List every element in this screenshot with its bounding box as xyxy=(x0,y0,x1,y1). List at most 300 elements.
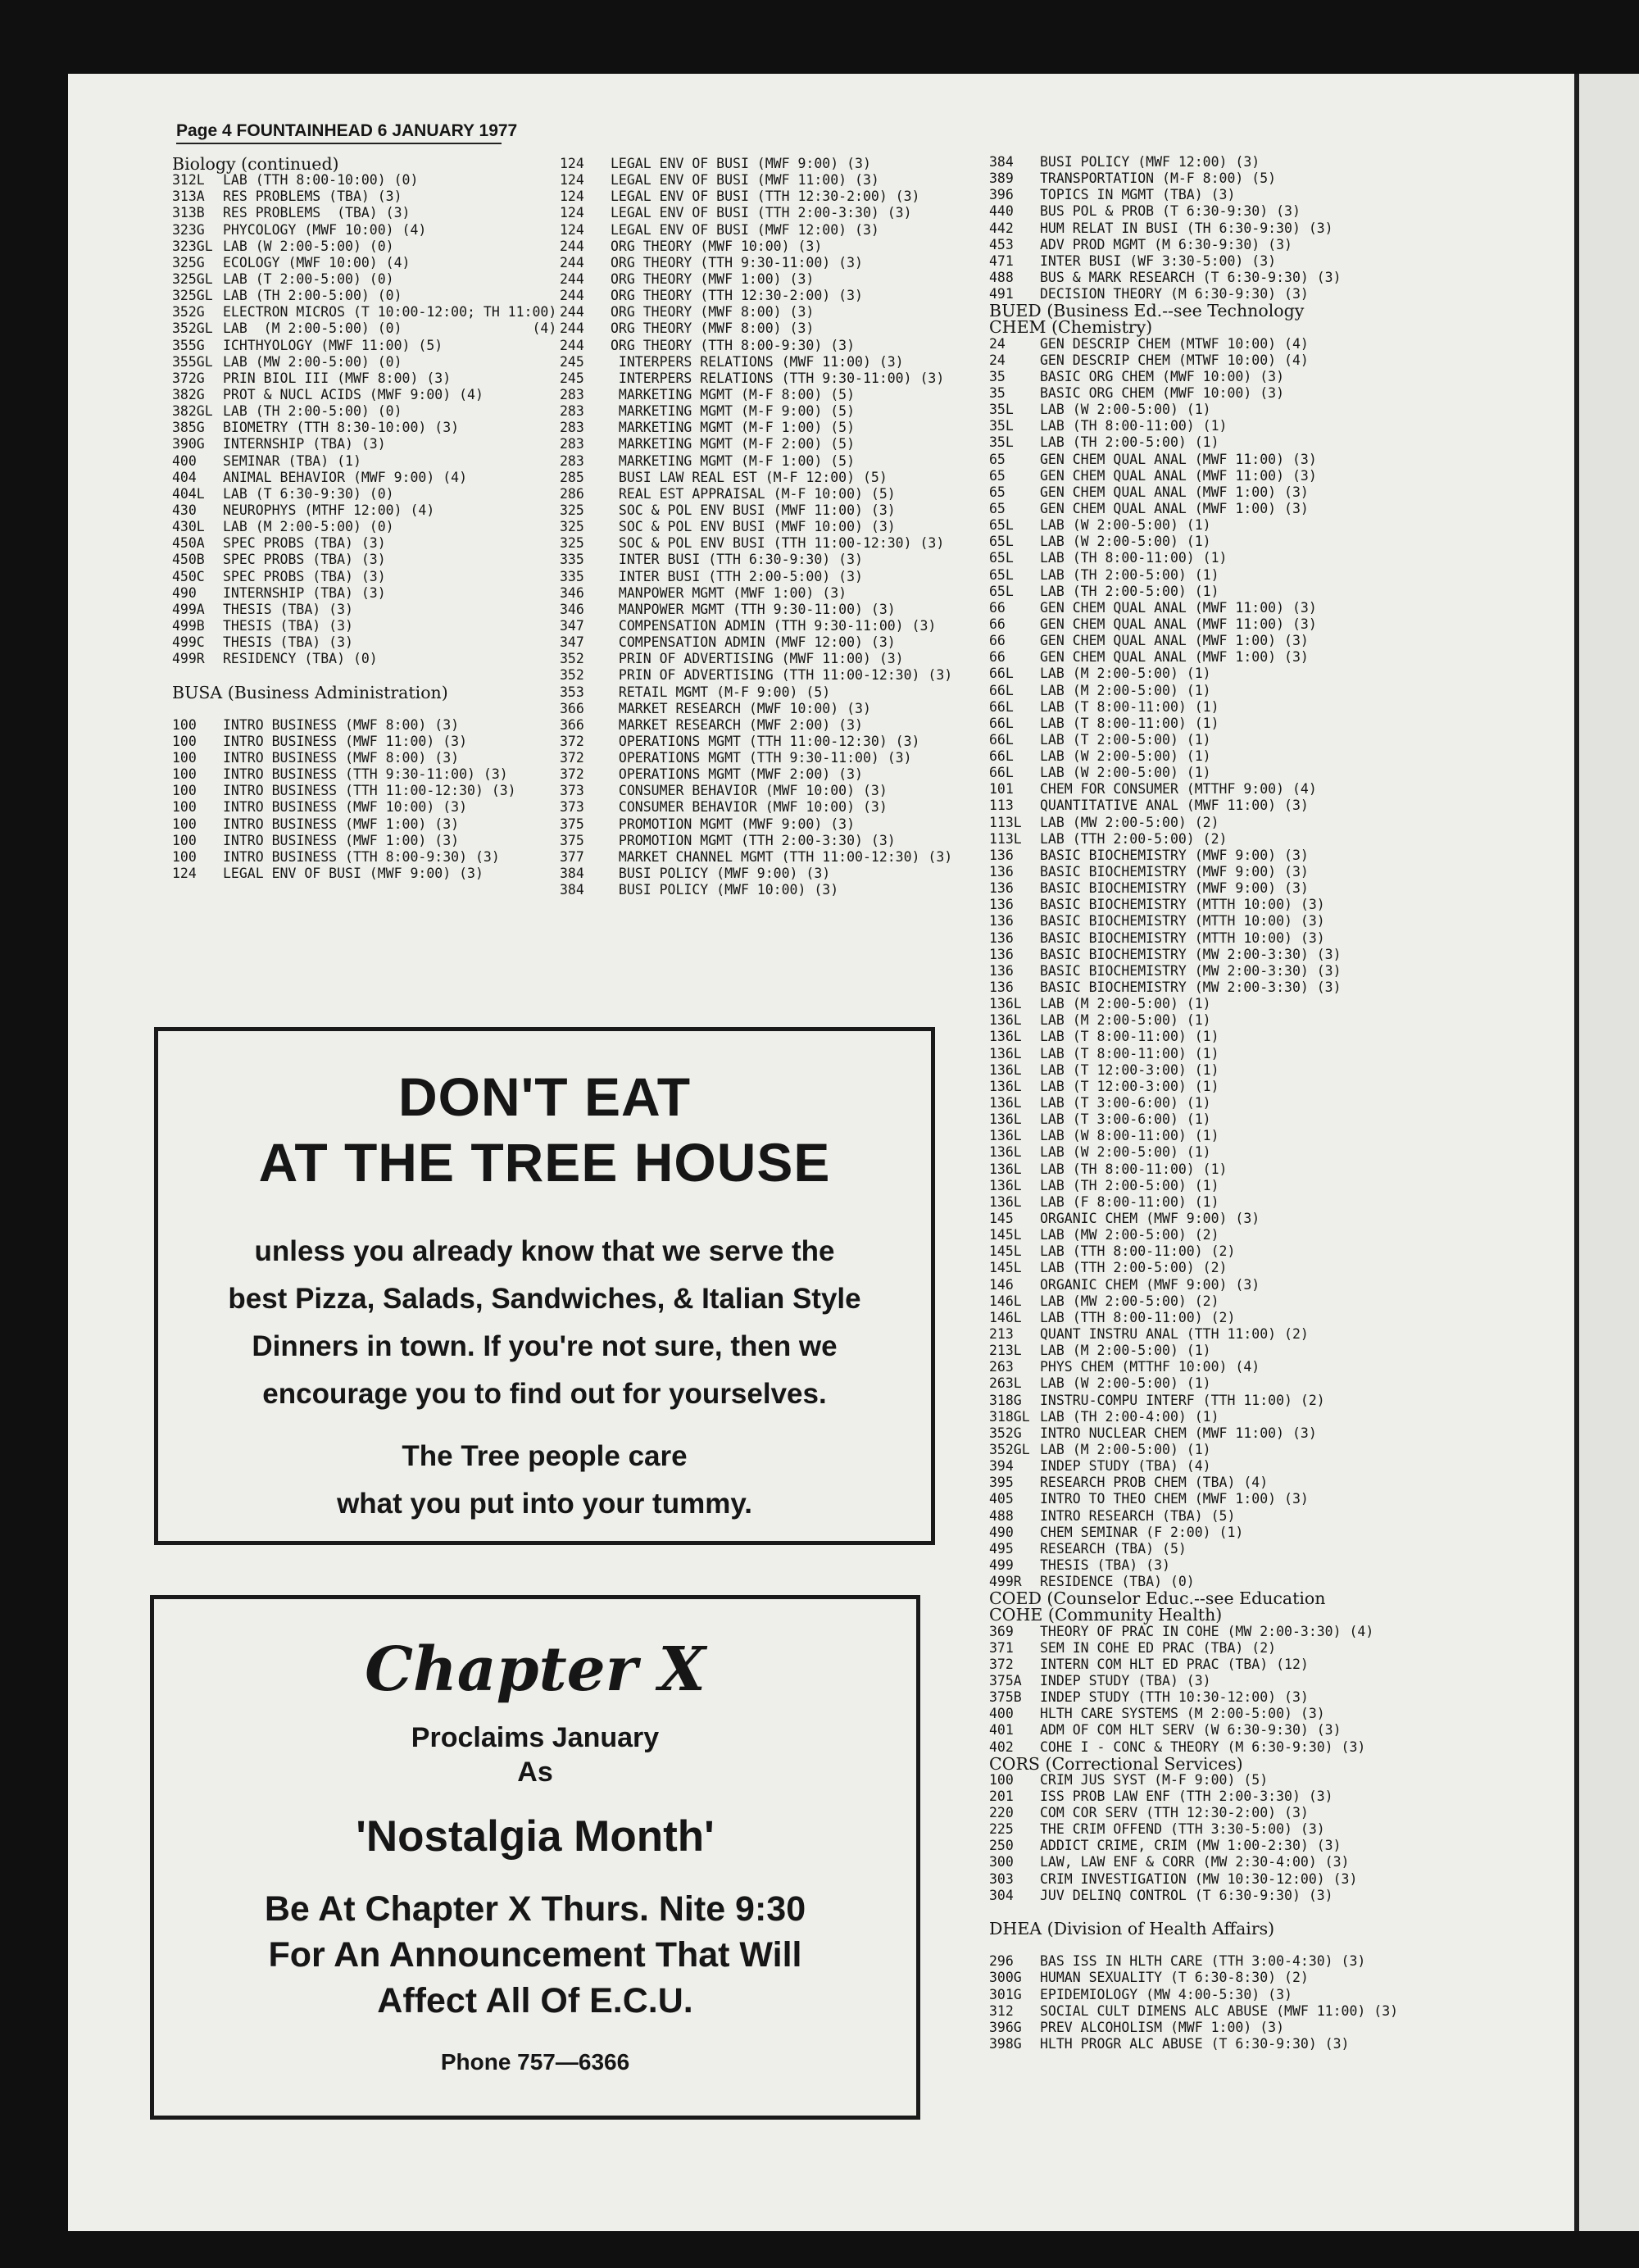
course-listing xyxy=(172,849,556,866)
course-title: LAB (W 2:00-5:00) (1) xyxy=(1040,748,1211,765)
course-title: ORG THEORY (MWF 8:00) (3) xyxy=(611,304,815,320)
course-title: COHE I - CONC & THEORY (M 6:30-9:30) (3) xyxy=(1040,1738,1366,1755)
course-number: 245 xyxy=(560,370,584,386)
course-listing xyxy=(989,880,1398,897)
course-listing xyxy=(560,602,952,618)
course-title: BASIC ORG CHEM (MWF 10:00) (3) xyxy=(1040,368,1285,384)
course-title: INTRO BUSINESS (MWF 8:00) (3) xyxy=(223,716,460,733)
course-title: SOC & POL ENV BUSI (MWF 10:00) (3) xyxy=(611,519,896,535)
course-listing xyxy=(560,420,952,436)
course-listing xyxy=(172,866,556,882)
course-listing xyxy=(989,1673,1398,1689)
course-listing xyxy=(989,1144,1398,1161)
course-title: BASIC ORG CHEM (MWF 10:00) (3) xyxy=(1040,384,1285,401)
course-number: 66L xyxy=(989,765,1014,781)
course-listing xyxy=(989,732,1398,748)
course-listing xyxy=(989,848,1398,864)
course-number: 366 xyxy=(560,700,584,716)
course-listing xyxy=(989,434,1398,451)
course-listing xyxy=(560,470,952,486)
page-header: Page 4 FOUNTAINHEAD 6 JANUARY 1977 xyxy=(176,121,518,140)
course-listing xyxy=(989,1095,1398,1111)
course-number: 136L xyxy=(989,1161,1022,1177)
course-number: 346 xyxy=(560,584,584,601)
course-number: 440 xyxy=(989,203,1014,220)
course-number: 491 xyxy=(989,286,1014,302)
course-title: MARKET RESEARCH (MWF 10:00) (3) xyxy=(611,700,871,716)
course-number: 136 xyxy=(989,847,1014,863)
course-title: PHYCOLOGY (MWF 10:00) (4) xyxy=(223,221,427,238)
course-listing xyxy=(172,602,556,618)
course-number: 66L xyxy=(989,748,1014,765)
course-title: LAB (T 6:30-9:30) (0) xyxy=(223,485,394,502)
department-heading-text: CHEM (Chemistry) xyxy=(989,317,1153,338)
department-heading-text: DHEA (Division of Health Affairs) xyxy=(989,1919,1275,1939)
course-number: 366 xyxy=(560,716,584,733)
course-number: 377 xyxy=(560,848,584,865)
proclaims-line: As xyxy=(517,1757,553,1788)
course-number: 146L xyxy=(989,1309,1022,1325)
course-number: 300G xyxy=(989,1970,1022,1986)
course-number: 369 xyxy=(989,1623,1014,1639)
course-listing xyxy=(560,618,952,634)
course-number: 225 xyxy=(989,1821,1014,1838)
course-listing xyxy=(989,1722,1398,1738)
course-title: CRIM INVESTIGATION (MW 10:30-12:00) (3) xyxy=(1040,1870,1358,1887)
course-title: INTRO BUSINESS (MWF 8:00) (3) xyxy=(223,750,460,766)
course-number: 213 xyxy=(989,1325,1014,1342)
course-number: 24 xyxy=(989,335,1006,352)
course-number: 450A xyxy=(172,535,205,552)
course-title: LAB (TTH 8:00-11:00) (2) xyxy=(1040,1243,1236,1260)
department-heading xyxy=(172,684,556,701)
course-title: QUANT INSTRU ANAL (TTH 11:00) (2) xyxy=(1040,1325,1309,1342)
course-listing xyxy=(989,220,1398,237)
course-listing xyxy=(989,831,1398,848)
course-number: 124 xyxy=(560,221,584,238)
course-number: 325G xyxy=(172,254,205,270)
course-number: 145L xyxy=(989,1260,1022,1276)
course-number: 244 xyxy=(560,270,584,287)
course-title: RESIDENCE (TBA) (0) xyxy=(1040,1574,1195,1590)
course-listing xyxy=(989,418,1398,434)
course-title: GEN CHEM QUAL ANAL (MWF 11:00) (3) xyxy=(1040,467,1317,484)
course-number: 35 xyxy=(989,384,1006,401)
course-title: CHEM SEMINAR (F 2:00) (1) xyxy=(1040,1524,1244,1540)
course-number: 65L xyxy=(989,566,1014,583)
course-title: THE CRIM OFFEND (TTH 3:30-5:00) (3) xyxy=(1040,1821,1325,1838)
department-heading xyxy=(989,302,1398,319)
course-number: 490 xyxy=(989,1524,1014,1540)
course-title: LAB (T 8:00-11:00) (1) xyxy=(1040,698,1219,715)
course-title: LEGAL ENV OF BUSI (TTH 2:00-3:30) (3) xyxy=(611,205,912,221)
course-title: DECISION THEORY (M 6:30-9:30) (3) xyxy=(1040,286,1309,302)
course-listing xyxy=(989,1409,1398,1425)
course-listing xyxy=(989,517,1398,534)
course-title: ORG THEORY (TTH 9:30-11:00) (3) xyxy=(611,254,863,270)
course-title: BASIC BIOCHEMISTRY (MW 2:00-3:30) (3) xyxy=(1040,979,1342,996)
course-listing xyxy=(989,484,1398,501)
course-number: 145L xyxy=(989,1227,1022,1243)
course-title: BUS & MARK RESEARCH (T 6:30-9:30) (3) xyxy=(1040,269,1342,285)
course-listing xyxy=(989,1227,1398,1243)
course-number: 499B xyxy=(172,617,205,634)
department-heading-text: Biology (continued) xyxy=(172,154,339,174)
course-title: LAB (TH 8:00-11:00) (1) xyxy=(1040,550,1228,566)
course-number: 335 xyxy=(560,568,584,584)
course-number: 66L xyxy=(989,698,1014,715)
course-title: PRIN OF ADVERTISING (MWF 11:00) (3) xyxy=(611,651,904,667)
page-gutter xyxy=(1574,74,1579,2231)
department-heading xyxy=(989,1590,1398,1607)
course-title: COM COR SERV (TTH 12:30-2:00) (3) xyxy=(1040,1805,1309,1821)
course-number: 404L xyxy=(172,485,205,502)
course-title: LAB (TH 2:00-4:00) (1) xyxy=(1040,1408,1219,1425)
course-listing xyxy=(989,270,1398,286)
course-listing xyxy=(560,882,952,898)
proclaims-line: Proclaims January xyxy=(411,1722,660,1753)
course-number: 35L xyxy=(989,418,1014,434)
course-listing xyxy=(989,1442,1398,1458)
course-listing xyxy=(560,552,952,568)
course-title: LAB (TTH 2:00-5:00) (2) xyxy=(1040,1260,1228,1276)
course-title: INTERNSHIP (TBA) (3) xyxy=(223,584,386,601)
course-number: 146 xyxy=(989,1276,1014,1293)
course-title: GEN DESCRIP CHEM (MTWF 10:00) (4) xyxy=(1040,352,1309,368)
course-number: 371 xyxy=(989,1639,1014,1656)
course-title: NEUROPHYS (MTHF 12:00) (4) xyxy=(223,502,435,518)
course-listing xyxy=(989,1574,1398,1590)
course-title: JUV DELINQ CONTROL (T 6:30-9:30) (3) xyxy=(1040,1887,1333,1903)
course-listing xyxy=(989,1277,1398,1293)
department-heading xyxy=(989,1753,1398,1774)
course-listing xyxy=(989,1854,1398,1870)
course-number: 325 xyxy=(560,502,584,518)
course-listing xyxy=(989,2020,1398,2036)
course-title: ORG THEORY (MWF 1:00) (3) xyxy=(611,270,815,287)
course-title: LAB (TH 2:00-5:00) (0) xyxy=(223,288,402,304)
course-number: 488 xyxy=(989,269,1014,285)
course-listing xyxy=(560,338,952,354)
course-listing xyxy=(989,1557,1398,1574)
phone-number: Phone 757—6366 xyxy=(440,2049,630,2075)
course-title: TRANSPORTATION (M-F 8:00) (5) xyxy=(1040,170,1277,187)
course-title: LAB (T 12:00-3:00) (1) xyxy=(1040,1061,1219,1078)
department-heading-text: COHE (Community Health) xyxy=(989,1605,1223,1625)
course-title: LAB (T 12:00-3:00) (1) xyxy=(1040,1078,1219,1094)
course-number: 323GL xyxy=(172,238,213,254)
course-number: 396 xyxy=(989,187,1014,203)
announcement-line: Affect All Of E.C.U. xyxy=(377,1981,693,2020)
course-title: BASIC BIOCHEMISTRY (MTTH 10:00) (3) xyxy=(1040,913,1325,929)
course-title: LEGAL ENV OF BUSI (MWF 12:00) (3) xyxy=(611,221,879,238)
course-listing xyxy=(989,1194,1398,1211)
course-listing xyxy=(989,979,1398,996)
course-listing xyxy=(989,1640,1398,1657)
course-title: LAB (W 8:00-11:00) (1) xyxy=(1040,1128,1219,1144)
course-listing xyxy=(989,616,1398,633)
course-title: LAB (TH 2:00-5:00) (1) xyxy=(1040,434,1219,451)
course-number: 313A xyxy=(172,189,205,205)
course-listing xyxy=(560,370,952,387)
course-number: 352G xyxy=(172,304,205,320)
course-listing xyxy=(172,569,556,585)
course-number: 373 xyxy=(560,799,584,816)
course-listing xyxy=(989,1888,1398,1904)
course-listing xyxy=(989,1788,1398,1805)
course-number: 65L xyxy=(989,550,1014,566)
course-number: 372G xyxy=(172,370,205,386)
course-listing xyxy=(989,1343,1398,1359)
course-listing xyxy=(989,1079,1398,1095)
course-number: 375A xyxy=(989,1672,1022,1689)
course-title: INTER BUSI (WF 3:30-5:00) (3) xyxy=(1040,252,1277,269)
course-number: 325 xyxy=(560,535,584,552)
course-number: 65 xyxy=(989,500,1006,516)
course-title: LAB (T 2:00-5:00) (1) xyxy=(1040,731,1211,748)
course-title: INTRO NUCLEAR CHEM (MWF 11:00) (3) xyxy=(1040,1425,1317,1441)
course-listing xyxy=(989,633,1398,649)
course-number: 136 xyxy=(989,897,1014,913)
course-number: 285 xyxy=(560,469,584,485)
course-listing xyxy=(172,354,556,370)
course-number: 136L xyxy=(989,1128,1022,1144)
course-number: 312L xyxy=(172,172,205,189)
course-column-1 xyxy=(172,156,556,882)
course-listing xyxy=(172,222,556,239)
course-listing xyxy=(989,1772,1398,1788)
course-title: RES PROBLEMS (TBA) (3) xyxy=(223,189,402,205)
course-listing xyxy=(989,1541,1398,1557)
course-listing xyxy=(560,750,952,766)
course-title: LEGAL ENV OF BUSI (TTH 12:30-2:00) (3) xyxy=(611,189,920,205)
course-title: BASIC BIOCHEMISTRY (MTTH 10:00) (3) xyxy=(1040,897,1325,913)
course-listing xyxy=(989,666,1398,682)
course-title: LAB (M 2:00-5:00) (1) xyxy=(1040,666,1211,682)
course-title: LAB (M 2:00-5:00) (1) xyxy=(1040,1441,1211,1457)
course-number: 430 xyxy=(172,502,197,518)
course-listing xyxy=(989,452,1398,468)
course-listing xyxy=(989,534,1398,550)
course-title: BUSI LAW REAL EST (M-F 12:00) (5) xyxy=(611,469,888,485)
course-title: BUSI POLICY (MWF 10:00) (3) xyxy=(611,882,839,898)
course-number: 385G xyxy=(172,420,205,436)
course-number: 100 xyxy=(172,783,197,799)
course-title: LAB (T 8:00-11:00) (1) xyxy=(1040,1029,1219,1045)
course-listing xyxy=(989,1970,1398,1986)
course-number: 136 xyxy=(989,946,1014,962)
course-title: LAB (T 8:00-11:00) (1) xyxy=(1040,1045,1219,1061)
course-listing xyxy=(560,255,952,271)
course-number: 400 xyxy=(989,1706,1014,1722)
course-number: 213L xyxy=(989,1343,1022,1359)
course-title: SEM IN COHE ED PRAC (TBA) (2) xyxy=(1040,1639,1277,1656)
course-number: 146L xyxy=(989,1293,1022,1309)
course-title: ADDICT CRIME, CRIM (MW 1:00-2:30) (3) xyxy=(1040,1838,1342,1854)
course-listing xyxy=(989,1838,1398,1854)
course-listing xyxy=(989,1458,1398,1475)
course-title: INTRO BUSINESS (MWF 1:00) (3) xyxy=(223,832,460,848)
course-number: 283 xyxy=(560,386,584,402)
course-number: 124 xyxy=(560,172,584,189)
course-number: 100 xyxy=(172,832,197,848)
course-number: 100 xyxy=(172,799,197,816)
course-number: 66 xyxy=(989,633,1006,649)
course-title: CHEM FOR CONSUMER (MTTHF 9:00) (4) xyxy=(1040,781,1317,798)
ad-body-line: best Pizza, Salads, Sandwiches, & Italian Style xyxy=(228,1283,861,1315)
department-heading-text: CORS (Correctional Services) xyxy=(989,1753,1243,1774)
course-number: 283 xyxy=(560,452,584,469)
course-number: 245 xyxy=(560,353,584,370)
course-title: ISS PROB LAW ENF (TTH 2:00-3:30) (3) xyxy=(1040,1788,1333,1804)
course-listing xyxy=(560,205,952,221)
course-number: 352 xyxy=(560,667,584,684)
course-listing xyxy=(989,1475,1398,1491)
course-number: 372 xyxy=(560,733,584,749)
course-listing xyxy=(172,552,556,568)
course-number: 384 xyxy=(560,882,584,898)
course-listing xyxy=(560,734,952,750)
course-number: 495 xyxy=(989,1540,1014,1557)
course-listing xyxy=(989,781,1398,798)
course-title: SOC & POL ENV BUSI (TTH 11:00-12:30) (3) xyxy=(611,535,945,552)
course-title: ORG THEORY (MWF 10:00) (3) xyxy=(611,238,823,254)
course-number: 124 xyxy=(560,205,584,221)
course-title: OPERATIONS MGMT (TTH 11:00-12:30) (3) xyxy=(611,733,920,749)
course-number: 283 xyxy=(560,403,584,420)
course-title: LAB (T 8:00-11:00) (1) xyxy=(1040,715,1219,731)
course-number: 136L xyxy=(989,1029,1022,1045)
course-title: LEGAL ENV OF BUSI (MWF 9:00) (3) xyxy=(223,866,484,882)
course-number: 318G xyxy=(989,1392,1022,1408)
course-number: 100 xyxy=(172,816,197,832)
nostalgia-month-title: 'Nostalgia Month' xyxy=(356,1812,715,1861)
course-title: LAB (T 3:00-6:00) (1) xyxy=(1040,1095,1211,1111)
course-listing xyxy=(560,667,952,684)
course-number: 384 xyxy=(560,866,584,882)
course-listing xyxy=(172,453,556,470)
course-listing xyxy=(172,172,556,189)
course-title: LAB (TH 2:00-5:00) (1) xyxy=(1040,566,1219,583)
course-title: PHYS CHEM (MTTHF 10:00) (4) xyxy=(1040,1359,1260,1375)
course-title: REAL EST APPRAISAL (M-F 10:00) (5) xyxy=(611,485,896,502)
course-title: MARKETING MGMT (M-F 1:00) (5) xyxy=(611,420,856,436)
course-listing xyxy=(560,288,952,304)
course-title: MARKETING MGMT (M-F 8:00) (5) xyxy=(611,386,856,402)
course-listing xyxy=(560,271,952,288)
course-title: LAB (F 8:00-11:00) (1) xyxy=(1040,1193,1219,1210)
course-title: LAB (M 2:00-5:00) (0) xyxy=(223,519,394,535)
course-number: 136 xyxy=(989,880,1014,897)
course-listing xyxy=(172,833,556,849)
course-title: GEN CHEM QUAL ANAL (MWF 1:00) (3) xyxy=(1040,649,1309,666)
course-number: 35 xyxy=(989,368,1006,384)
course-listing xyxy=(989,1046,1398,1062)
course-number: 201 xyxy=(989,1788,1014,1804)
course-title: GEN CHEM QUAL ANAL (MWF 11:00) (3) xyxy=(1040,451,1317,467)
course-title: THEORY OF PRAC IN COHE (MW 2:00-3:30) (4) xyxy=(1040,1623,1374,1639)
course-title: MARKETING MGMT (M-F 1:00) (5) xyxy=(611,452,856,469)
course-listing xyxy=(172,420,556,436)
course-listing xyxy=(560,684,952,701)
course-listing xyxy=(560,189,952,205)
course-number: 113L xyxy=(989,830,1022,847)
course-listing xyxy=(989,1178,1398,1194)
tree-house-ad xyxy=(154,1027,935,1545)
course-listing xyxy=(989,2003,1398,2020)
course-title: ORG THEORY (TTH 12:30-2:00) (3) xyxy=(611,288,863,304)
course-number: 373 xyxy=(560,783,584,799)
course-title: QUANTITATIVE ANAL (MWF 11:00) (3) xyxy=(1040,798,1309,814)
course-title: PRIN BIOL III (MWF 8:00) (3) xyxy=(223,370,452,386)
ad-body-line: encourage you to find out for yourselves. xyxy=(262,1378,827,1410)
course-title: MARKETING MGMT (M-F 2:00) (5) xyxy=(611,436,856,452)
course-number: 124 xyxy=(560,156,584,171)
course-number: 136L xyxy=(989,1012,1022,1029)
course-number: 244 xyxy=(560,288,584,304)
course-listing xyxy=(172,799,556,816)
course-title: INDEP STUDY (TTH 10:30-12:00) (3) xyxy=(1040,1689,1309,1706)
course-number: 66 xyxy=(989,599,1006,616)
course-title: MARKET RESEARCH (MWF 2:00) (3) xyxy=(611,716,863,733)
course-title: BUS POL & PROB (T 6:30-9:30) (3) xyxy=(1040,203,1301,220)
course-number: 244 xyxy=(560,254,584,270)
course-listing xyxy=(989,963,1398,979)
course-title: SOCIAL CULT DIMENS ALC ABUSE (MWF 11:00) (3) xyxy=(1040,2002,1399,2019)
course-title: RESEARCH (TBA) (5) xyxy=(1040,1540,1187,1557)
course-listing xyxy=(560,569,952,585)
course-number: 296 xyxy=(989,1953,1014,1970)
course-listing xyxy=(560,634,952,651)
course-title: ICHTHYOLOGY (MWF 11:00) (5) xyxy=(223,337,443,353)
course-title: THESIS (TBA) (3) xyxy=(223,601,353,617)
course-title: INSTRU-COMPU INTERF (TTH 11:00) (2) xyxy=(1040,1392,1325,1408)
course-title: BAS ISS IN HLTH CARE (TTH 3:00-4:30) (3) xyxy=(1040,1953,1366,1970)
course-title: LAB (W 2:00-5:00) (1) xyxy=(1040,765,1211,781)
course-number: 355G xyxy=(172,337,205,353)
course-listing xyxy=(989,716,1398,732)
course-listing xyxy=(989,1161,1398,1178)
course-listing xyxy=(989,1821,1398,1838)
course-title: INTERN COM HLT ED PRAC (TBA) (12) xyxy=(1040,1656,1309,1672)
course-title: HUMAN SEXUALITY (T 6:30-8:30) (2) xyxy=(1040,1970,1309,1986)
course-listing xyxy=(989,501,1398,517)
course-listing xyxy=(560,866,952,882)
course-number: 66 xyxy=(989,616,1006,632)
course-number: 136L xyxy=(989,1095,1022,1111)
course-listing xyxy=(989,1293,1398,1310)
course-listing xyxy=(989,1491,1398,1507)
course-title: SPEC PROBS (TBA) (3) xyxy=(223,568,386,584)
course-listing xyxy=(560,833,952,849)
course-number: 65L xyxy=(989,534,1014,550)
course-title: PROMOTION MGMT (TTH 2:00-3:30) (3) xyxy=(611,832,896,848)
course-number: 136L xyxy=(989,1061,1022,1078)
course-title: BASIC BIOCHEMISTRY (MWF 9:00) (3) xyxy=(1040,880,1309,897)
course-number: 453 xyxy=(989,236,1014,252)
chapter-x-ad xyxy=(150,1595,920,2120)
course-number: 450C xyxy=(172,568,205,584)
course-title: RESIDENCY (TBA) (0) xyxy=(223,651,378,667)
department-heading xyxy=(172,156,556,172)
course-listing xyxy=(989,1805,1398,1821)
course-title: LAB (MW 2:00-5:00) (2) xyxy=(1040,1227,1219,1243)
course-title: LAB (M 2:00-5:00) (1) xyxy=(1040,996,1211,1012)
course-number: 124 xyxy=(560,189,584,205)
course-listing xyxy=(560,701,952,717)
course-listing xyxy=(172,320,556,337)
course-listing xyxy=(989,930,1398,947)
